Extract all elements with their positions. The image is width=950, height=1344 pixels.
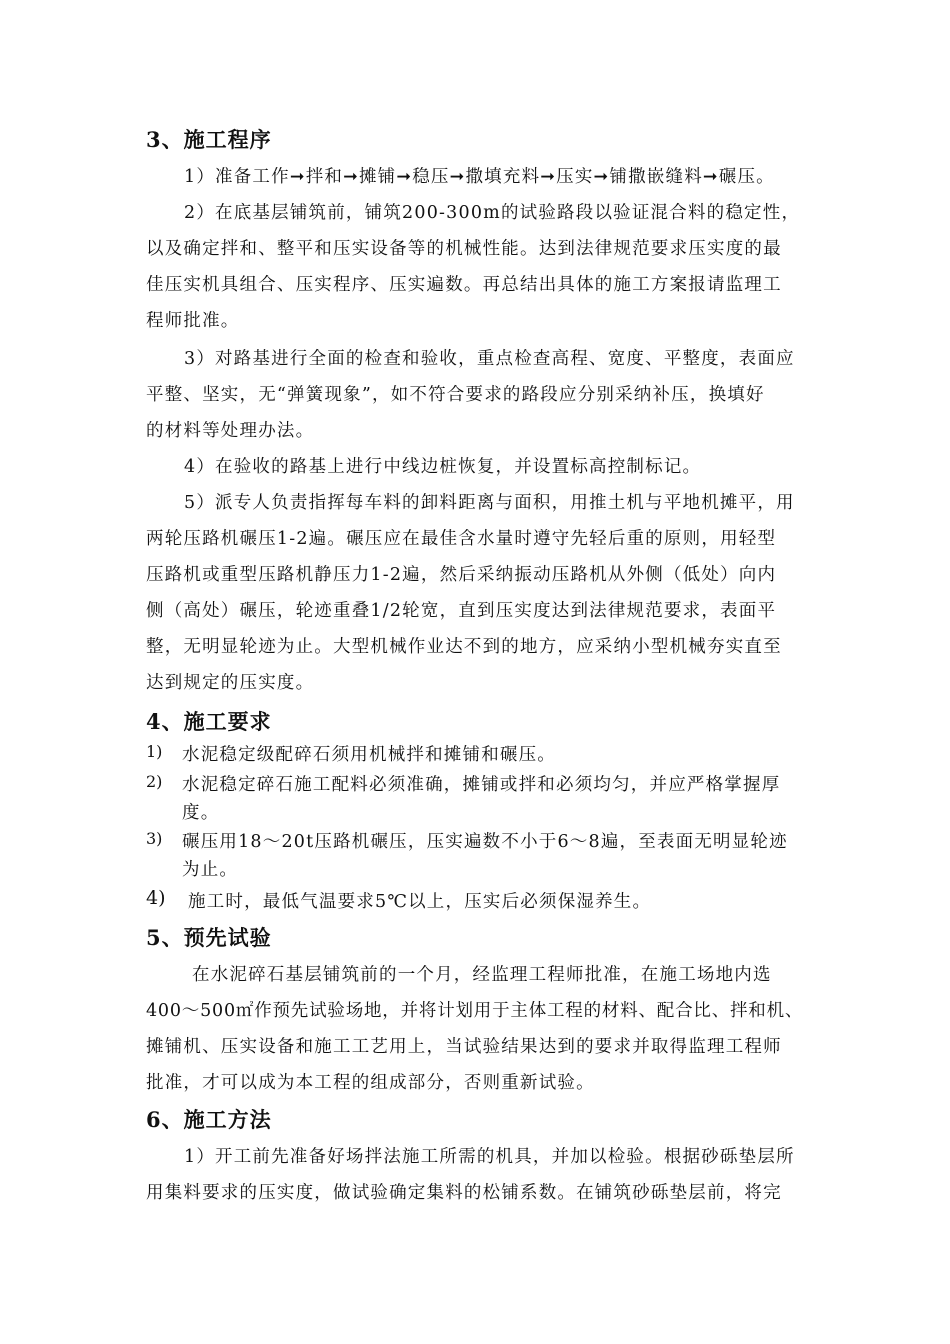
paragraph-line: 3）对路基进行全面的检查和验收，重点检查高程、宽度、平整度，表面应 [184, 349, 795, 369]
section-6-title: 6、施工方法 [146, 1107, 272, 1132]
list-item-text: 碾压用18～20t压路机碾压，压实遍数不小于6～8遍，至表面无明显轮迹 [182, 832, 788, 852]
paragraph-line: 用集料要求的压实度，做试验确定集料的松铺系数。在铺筑砂砾垫层前，将完 [146, 1183, 782, 1203]
paragraph-line: 压路机或重型压路机静压力1-2遍，然后采纳振动压路机从外侧（低处）向内 [146, 565, 777, 585]
paragraph-line: 1）开工前先准备好场拌法施工所需的机具，并加以检验。根据砂砾垫层所 [184, 1147, 795, 1167]
paragraph-line: 佳压实机具组合、压实程序、压实遍数。再总结出具体的施工方案报请监理工 [146, 275, 782, 295]
list-item-number: 2) [146, 772, 163, 791]
paragraph-line: 侧（高处）碾压，轮迹重叠1/2轮宽，直到压实度达到法律规范要求，表面平 [146, 601, 777, 621]
paragraph-line: 整，无明显轮迹为止。大型机械作业达不到的地方，应采纳小型机械夯实直至 [146, 637, 782, 657]
list-item-text: 水泥稳定级配碎石须用机械拌和摊铺和碾压。 [182, 745, 556, 765]
list-item-text: 施工时，最低气温要求5℃以上，压实后必须保湿养生。 [188, 892, 652, 912]
list-item-text: 水泥稳定碎石施工配料必须准确，摊铺或拌和必须均匀，并应严格掌握厚 [182, 775, 781, 795]
paragraph-line: 的材料等处理办法。 [146, 421, 315, 441]
section-3-title: 3、施工程序 [146, 127, 272, 152]
list-item-number: 4) [146, 887, 166, 909]
list-item-number: 1) [146, 742, 163, 761]
paragraph-line: 两轮压路机碾压1-2遍。碾压应在最佳含水量时遵守先轻后重的原则，用轻型 [146, 529, 777, 549]
section-5-title: 5、预先试验 [146, 925, 272, 950]
paragraph-line: 平整、坚实，无“弹簧现象”，如不符合要求的路段应分别采纳补压，换填好 [146, 385, 765, 405]
paragraph-line: 2）在底基层铺筑前，铺筑200-300m的试验路段以验证混合料的稳定性， [184, 203, 801, 223]
paragraph-line: 以及确定拌和、整平和压实设备等的机械性能。达到法律规范要求压实度的最 [146, 239, 782, 259]
paragraph-line: 4）在验收的路基上进行中线边桩恢复，并设置标高控制标记。 [184, 457, 702, 477]
paragraph-line: 400～500㎡作预先试验场地，并将计划用于主体工程的材料、配合比、拌和机、 [146, 1001, 804, 1021]
section-4-title: 4、施工要求 [146, 709, 272, 734]
paragraph-line: 1）准备工作➞拌和➞摊铺➞稳压➞撒填充料➞压实➞铺撒嵌缝料➞碾压。 [184, 167, 775, 187]
paragraph-line: 达到规定的压实度。 [146, 673, 315, 693]
paragraph-line: 程师批准。 [146, 311, 240, 331]
list-item-text: 度。 [182, 803, 220, 823]
paragraph-line: 5）派专人负责指挥每车料的卸料距离与面积，用推土机与平地机摊平，用 [184, 493, 795, 513]
list-item-text: 为止。 [182, 860, 239, 880]
paragraph-line: 批准，才可以成为本工程的组成部分，否则重新试验。 [146, 1073, 595, 1093]
paragraph-line: 摊铺机、压实设备和施工工艺用上，当试验结果达到的要求并取得监理工程师 [146, 1037, 782, 1057]
list-item-number: 3) [146, 829, 163, 848]
paragraph-line: 在水泥碎石基层铺筑前的一个月，经监理工程师批准，在施工场地内选 [192, 965, 772, 985]
